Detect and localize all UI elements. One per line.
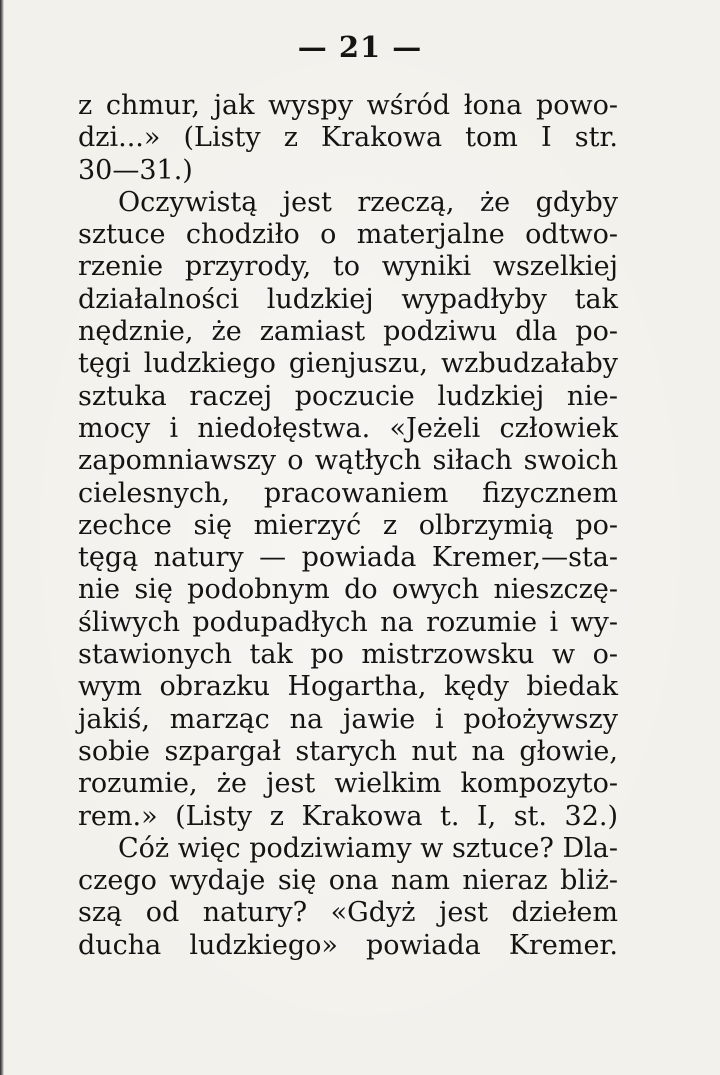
- text-line: nie się podobnym do owych nieszczę-: [78, 574, 618, 606]
- paragraph-start-line: Cóż więc podziwiamy w sztuce? Dla-: [118, 832, 618, 864]
- text-line: jakiś, marząc na jawie i położywszy: [78, 703, 618, 735]
- text-line: sztuce chodziło o materjalne odtwo-: [78, 219, 618, 251]
- text-line: zapomniawszy o wątłych siłach swoich: [78, 445, 618, 477]
- text-line: z chmur, jak wyspy wśród łona powo-: [78, 90, 618, 121]
- page-number: — 21 —: [297, 30, 423, 64]
- text-line: tęgą natury — powiada Kremer,—sta-: [78, 542, 618, 574]
- text-line: 30—31.): [78, 154, 193, 186]
- text-line: zechce się mierzyć z olbrzymią po-: [78, 509, 618, 541]
- text-line: szą od natury? «Gdyż jest dziełem: [78, 897, 618, 929]
- text-line: nędznie, że zamiast podziwu dla po-: [78, 316, 618, 348]
- text-line: sztuka raczej poczucie ludzkiej nie-: [78, 380, 618, 412]
- text-line: cielesnych, pracowaniem fizycznem: [78, 477, 618, 509]
- text-line: sobie szpargał starych nut na głowie,: [78, 735, 618, 767]
- text-line: ducha ludzkiego» powiada Kremer.: [78, 929, 618, 961]
- text-line: dzi...» (Listy z Krakowa tom I str.: [78, 122, 618, 154]
- paragraph-start-line: Oczywistą jest rzeczą, że gdyby: [118, 186, 618, 218]
- page-binding-edge: [0, 0, 4, 1075]
- text-line: rzenie przyrody, to wyniki wszelkiej: [78, 251, 618, 283]
- text-line: rem.» (Listy z Krakowa t. I, st. 32.): [78, 800, 618, 832]
- text-line: mocy i niedołęstwa. «Jeżeli człowiek: [78, 412, 618, 444]
- text-line: wym obrazku Hogartha, kędy biedak: [78, 671, 618, 703]
- text-line: śliwych podupadłych na rozumie i wy-: [78, 606, 618, 638]
- text-line: tęgi ludzkiego gienjuszu, wzbudzałaby: [78, 348, 618, 380]
- text-line: rozumie, że jest wielkim kompozyto-: [78, 768, 618, 800]
- text-line: działalności ludzkiej wypadłyby tak: [78, 283, 618, 315]
- body-text: [78, 90, 618, 962]
- text-line: czego wydaje się ona nam nieraz bliż-: [78, 865, 618, 897]
- text-line: stawionych tak po mistrzowsku w o-: [78, 639, 618, 671]
